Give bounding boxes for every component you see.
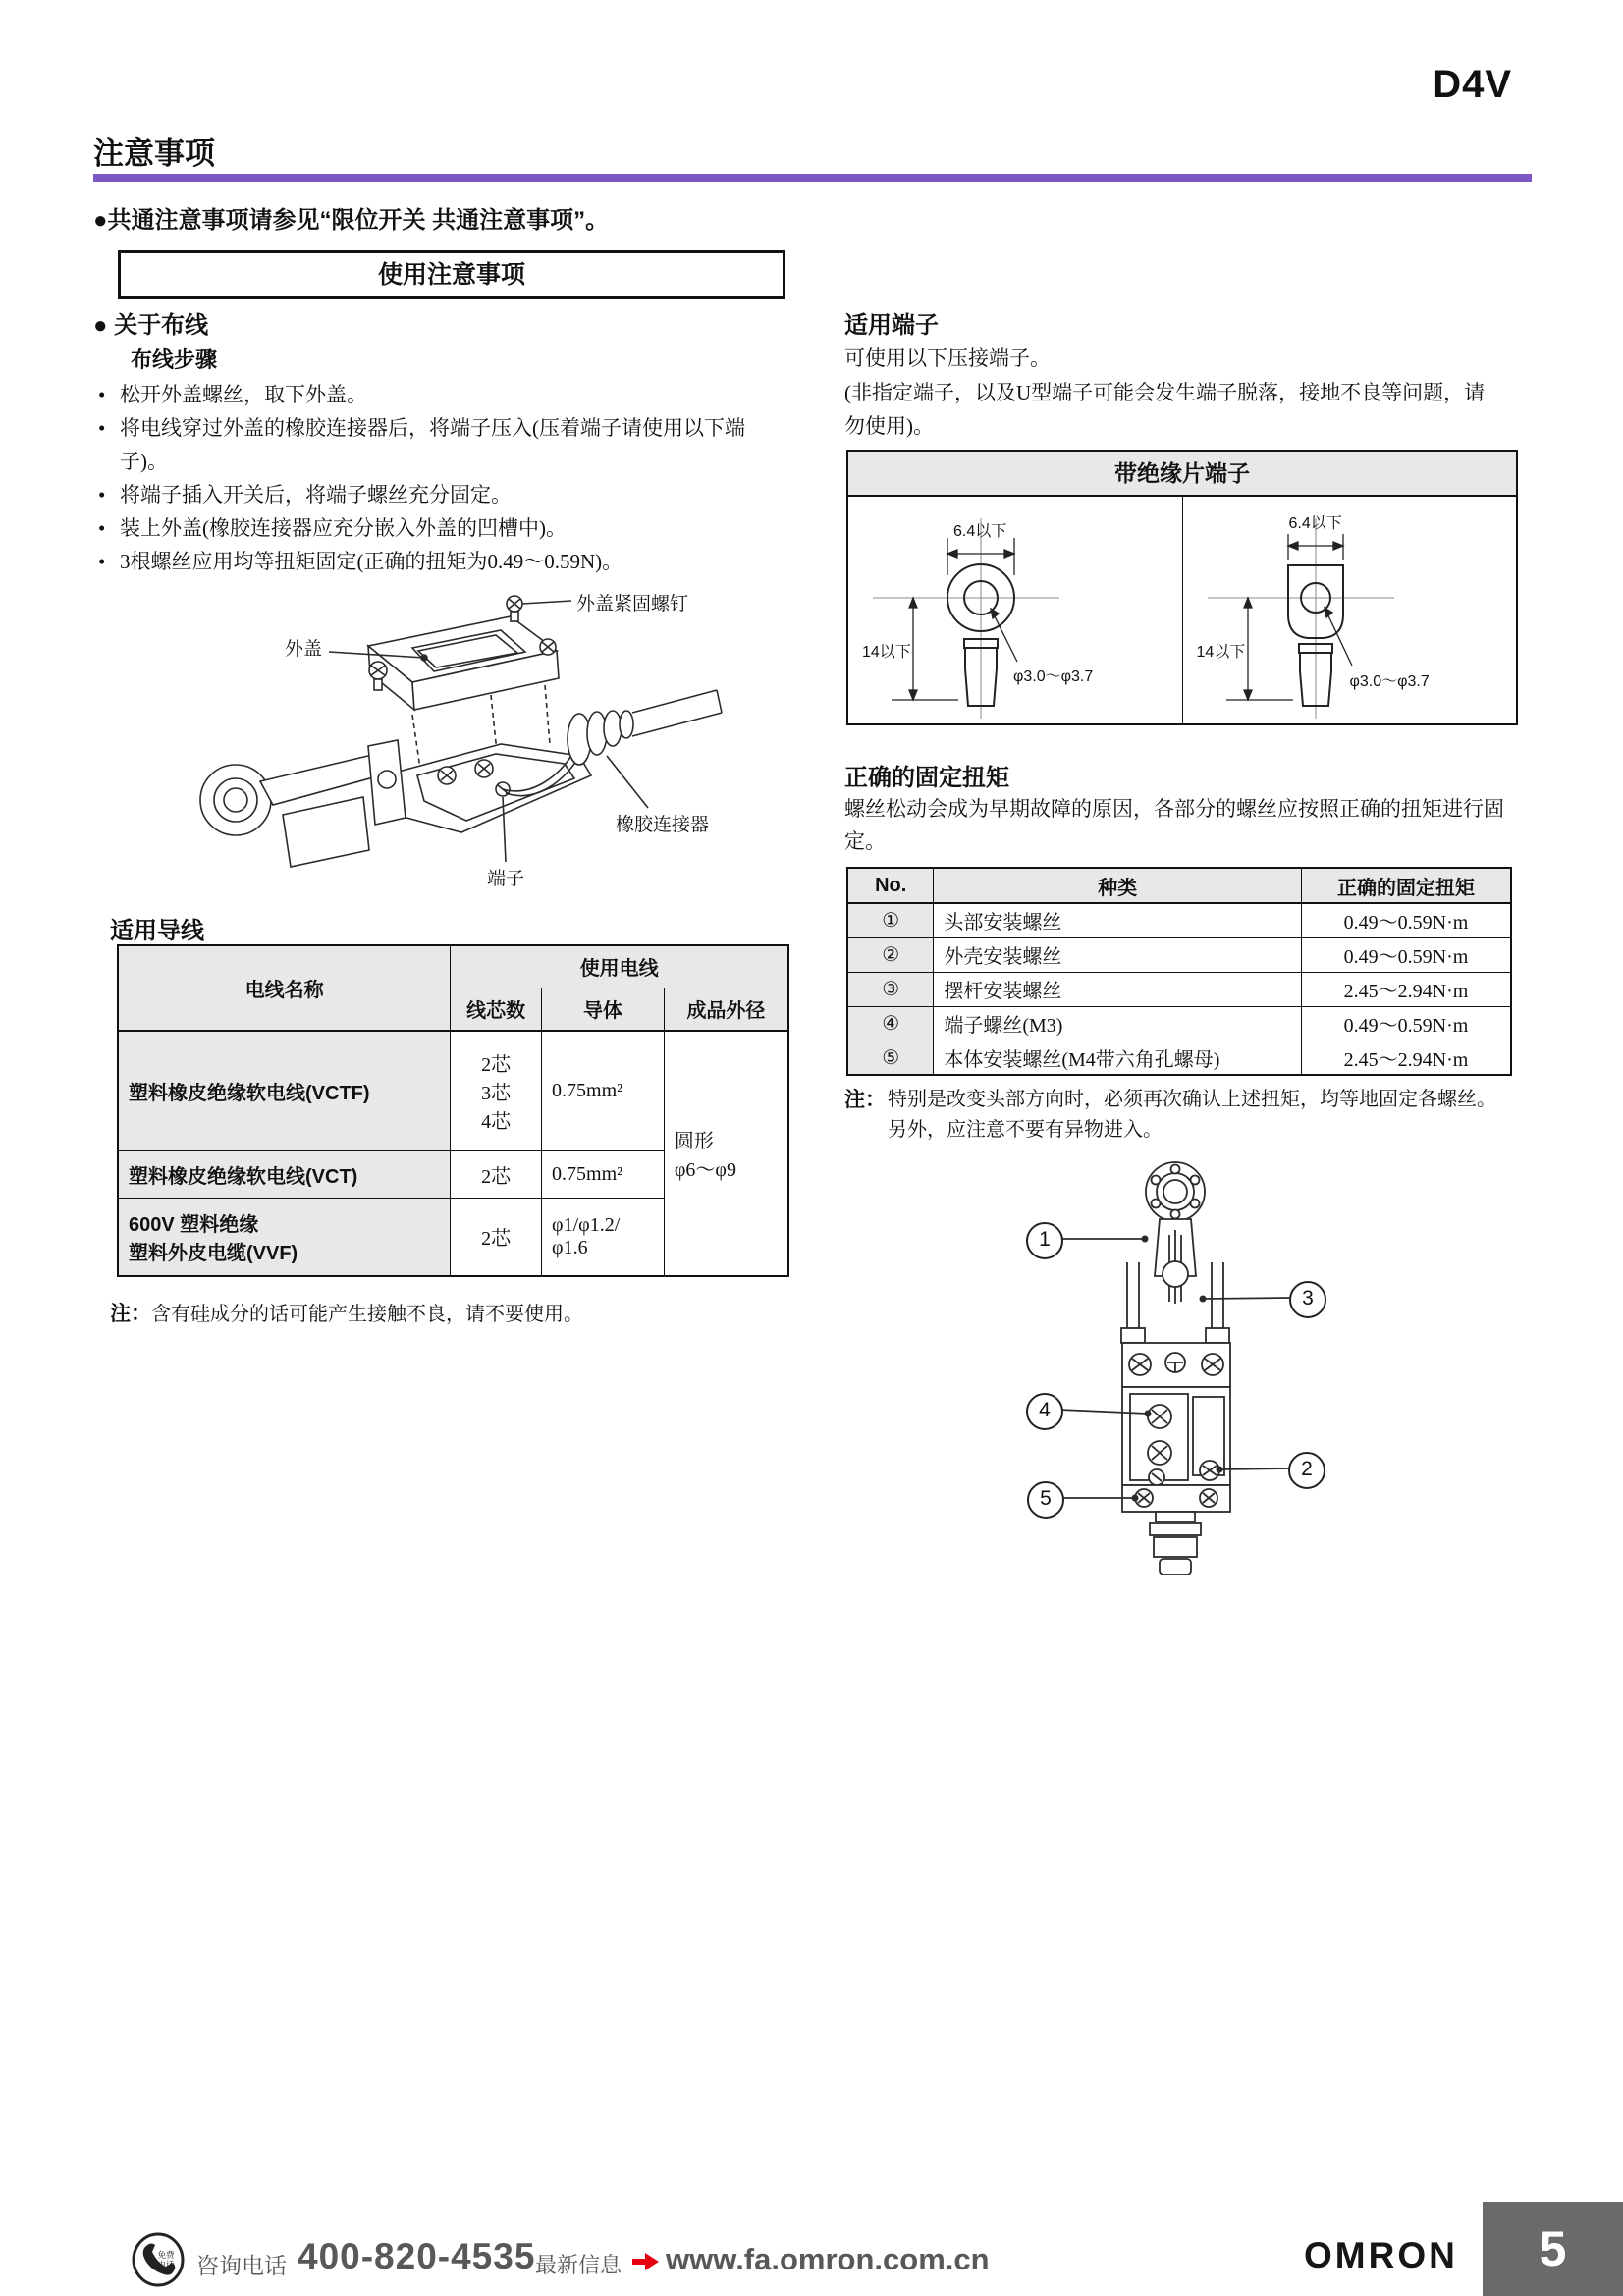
terminals-desc1: 可使用以下压接端子。 [844,347,1051,370]
spade-terminal-panel [1182,497,1517,723]
wire-conductor: φ1/φ1.2/φ1.6 [542,1198,665,1276]
torque-kind: 头部安装螺丝 [934,903,1302,937]
wire-table-title: 适用导线 [110,918,204,944]
insulated-terminal-box [846,450,1518,725]
table-row [118,1031,788,1150]
table-row [847,937,1511,972]
rubber-connector-label: 橡胶连接器 [616,815,710,835]
dim-width-label: 6.4以下 [1288,515,1342,532]
column-header: 线芯数 [451,988,542,1031]
terminals-desc2: (非指定端子，以及U型端子可能会发生端子脱落，接地不良等问题，请勿使用)。 [844,381,1486,438]
column-header: 正确的固定扭矩 [1302,868,1512,903]
torque-note-text: 特别是改变头部方向时，必须再次确认上述扭矩，均等地固定各螺丝。 另外，应注意不要有异物进入。 [888,1089,1496,1141]
insulated-terminal-box-title: 带绝缘片端子 [848,452,1516,497]
red-arrow-icon [632,2251,660,2272]
wire-table [117,944,789,1277]
switch-callout-diagram [967,1147,1389,1598]
phone-icon-text-1: 免费 [157,2250,175,2260]
section-dot: ● [93,312,108,339]
switch-front-drawing [967,1147,1389,1598]
bullet-mark: • [98,416,106,440]
callout-4: 4 [1026,1393,1063,1430]
wiring-heading [93,305,208,340]
exploded-switch-diagram [167,587,756,893]
table-row [847,1006,1511,1041]
torque-kind: 摆杆安装螺丝 [934,972,1302,1006]
bullet-mark: • [98,483,106,507]
torque-no: ② [847,937,934,972]
callout-2: 2 [1288,1452,1325,1489]
torque-value: 0.49～0.59N·m [1302,937,1512,972]
common-precautions-note: ●共通注意事项请参见“限位开关 共通注意事项”。 [93,207,610,234]
torque-no: ④ [847,1006,934,1041]
ring-terminal-drawing [848,497,1181,723]
torque-note [844,1085,1522,1146]
note-label: 注： [110,1303,151,1325]
phone-label: 咨询电话 [196,2253,287,2278]
usage-precautions-box: 使用注意事项 [118,250,785,299]
page-number-tab [1483,2202,1623,2296]
bullet-mark: • [98,383,106,406]
table-row [847,972,1511,1006]
footer-url[interactable]: www.fa.omron.com.cn [666,2242,990,2276]
wiring-heading-label: 关于布线 [114,312,209,339]
phone-icon-text-2: 电话 [157,2260,175,2269]
torque-kind: 本体安装螺丝(M4带六角孔螺母) [934,1041,1302,1075]
list-item: • 3根螺丝应用均等扭矩固定(正确的扭矩为0.49～0.59N)。 [98,545,781,578]
dim-width-label: 6.4以下 [953,523,1007,540]
column-header: 种类 [934,868,1302,903]
product-code: D4V [1433,63,1512,106]
wire-name: 塑料橡皮绝缘软电线(VCT) [118,1150,451,1198]
cover-screw-label: 外盖紧固螺钉 [576,594,689,614]
callout-3: 3 [1289,1281,1326,1318]
wire-table-note: 注： 含有硅成分的话可能产生接触不良，请不要使用。 [110,1298,787,1327]
torque-title: 正确的固定扭矩 [844,765,1009,791]
torque-no: ③ [847,972,934,1006]
wire-name: 600V 塑料绝缘 塑料外皮电缆(VVF) [118,1198,451,1276]
wire-od: 圆形 φ6～φ9 [664,1031,788,1276]
info-label: 最新信息 [535,2253,622,2277]
torque-value: 0.49～0.59N·m [1302,903,1512,937]
torque-value: 2.45～2.94N·m [1302,1041,1512,1075]
page-title: 注意事项 [93,136,215,171]
note-label: 注： [844,1089,886,1111]
ring-terminal-panel [848,497,1182,723]
terminals-title: 适用端子 [844,312,939,339]
column-header-group: 使用电线 [451,945,788,988]
omron-logo: OMRON [1304,2235,1458,2275]
table-row [847,1041,1511,1075]
torque-no: ① [847,903,934,937]
wire-conductor: 0.75mm² [542,1031,665,1150]
wiring-steps [98,378,781,578]
column-header: 导体 [542,988,665,1031]
spade-terminal-drawing [1183,497,1515,723]
bullet-mark: • [98,516,106,540]
wire-cores: 2芯 3芯 4芯 [451,1031,542,1150]
column-header: 电线名称 [118,945,451,1031]
wire-cores: 2芯 [451,1150,542,1198]
list-item: • 装上外盖(橡胶连接器应充分嵌入外盖的凹槽中)。 [98,511,781,545]
dim-height-label: 14以下 [1196,644,1246,661]
dim-hole-label: φ3.0～φ3.7 [1349,673,1430,690]
callout-1: 1 [1026,1222,1063,1259]
exploded-switch-drawing [167,587,756,893]
wiring-subheading: 布线步骤 [131,347,218,372]
dim-height-label: 14以下 [862,644,911,661]
torque-kind: 端子螺丝(M3) [934,1006,1302,1041]
torque-table [846,867,1512,1076]
callout-5: 5 [1027,1481,1064,1519]
torque-value: 2.45～2.94N·m [1302,972,1512,1006]
list-item: • 松开外盖螺丝，取下外盖。 [98,378,781,411]
wire-name: 塑料橡皮绝缘软电线(VCTF) [118,1031,451,1150]
torque-kind: 外壳安装螺丝 [934,937,1302,972]
list-item: • 将电线穿过外盖的橡胶连接器后，将端子压入(压着端子请使用以下端子)。 [98,411,781,478]
column-header: 成品外径 [664,988,788,1031]
bullet-mark: • [98,550,106,573]
wire-conductor: 0.75mm² [542,1150,665,1198]
torque-desc: 螺丝松动会成为早期故障的原因，各部分的螺丝应按照正确的扭矩进行固定。 [844,797,1504,853]
torque-value: 0.49～0.59N·m [1302,1006,1512,1041]
wire-cores: 2芯 [451,1198,542,1276]
cover-label: 外盖 [285,639,323,660]
phone-number: 400-820-4535 [298,2236,536,2276]
accent-rule [93,174,1532,182]
column-header: No. [847,868,934,903]
table-row [847,903,1511,937]
list-item: • 将端子插入开关后，将端子螺丝充分固定。 [98,478,781,511]
terminal-label: 端子 [487,869,525,889]
torque-no: ⑤ [847,1041,934,1075]
page-number: 5 [1539,2221,1567,2276]
free-phone-icon [131,2232,186,2287]
dim-hole-label: φ3.0～φ3.7 [1013,668,1094,685]
